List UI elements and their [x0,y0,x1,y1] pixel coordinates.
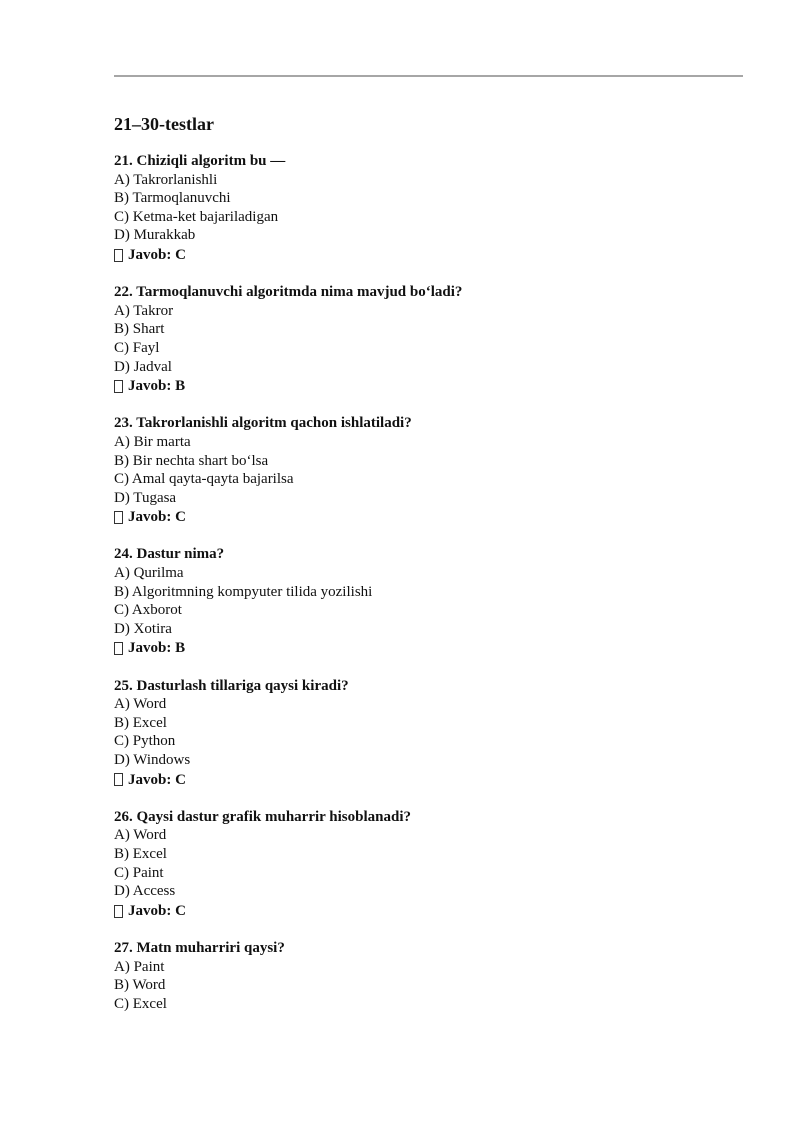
option-c: C) Python [114,733,176,750]
top-horizontal-rule [114,75,743,77]
question-24 [114,545,734,658]
option-b: B) Word [114,977,166,994]
option-d: D) Access [114,883,176,900]
answer-text: Javob: C [128,902,186,919]
question-26 [114,808,734,921]
option-c: C) Ketma-ket bajariladigan [114,208,279,225]
option-d: D) Jadval [114,358,172,375]
option-c: C) Fayl [114,339,160,356]
answer-line [114,639,734,658]
question-title: 26. Qaysi dastur grafik muharrir hisoblanadi? [114,808,411,825]
checkbox-icon [114,642,123,655]
option-a: A) Bir marta [114,433,191,450]
question-title: 25. Dasturlash tillariga qaysi kiradi? [114,677,349,694]
question-22 [114,283,734,396]
answer-text: Javob: B [128,640,186,657]
question-title: 21. Chiziqli algoritm bu — [114,153,286,169]
question-list [114,152,734,1032]
option-d: D) Murakkab [114,227,196,244]
answer-text: Javob: C [128,246,186,263]
question-title: 27. Matn muharriri qaysi? [114,939,285,956]
question-title: 22. Tarmoqlanuvchi algoritmda nima mavjud bo‘ladi? [114,284,463,301]
option-b: B) Algoritmning kompyuter tilida yozilishi [114,583,373,600]
option-a: A) Paint [114,958,165,975]
answer-line [114,771,734,790]
question-23 [114,414,734,527]
question-21 [114,152,734,265]
option-a: A) Word [114,827,167,844]
answer-text: Javob: B [128,378,186,395]
answer-line [114,377,734,396]
option-c: C) Axborot [114,602,182,619]
checkbox-icon [114,773,123,786]
section-title: 21–30-testlar [114,114,214,134]
answer-text: Javob: C [128,771,186,788]
option-d: D) Windows [114,752,191,768]
option-c: C) Excel [114,995,167,1012]
question-title: 23. Takrorlanishli algoritm qachon ishlatiladi? [114,415,412,432]
option-b: B) Tarmoqlanuvchi [114,190,231,207]
answer-line [114,508,734,527]
question-25 [114,677,734,790]
option-c: C) Paint [114,864,164,881]
option-d: D) Xotira [114,620,172,637]
option-a: A) Takrorlanishli [114,171,218,188]
option-c: C) Amal qayta-qayta bajarilsa [114,471,294,488]
option-a: A) Qurilma [114,565,184,582]
option-b: B) Shart [114,321,165,338]
option-b: B) Excel [114,845,167,862]
option-a: A) Takror [114,302,174,319]
checkbox-icon [114,380,123,393]
question-27 [114,939,734,1013]
question-title: 24. Dastur nima? [114,546,225,563]
checkbox-icon [114,249,123,262]
checkbox-icon [114,905,123,918]
checkbox-icon [114,511,123,524]
option-d: D) Tugasa [114,489,177,506]
answer-text: Javob: C [128,509,186,526]
option-a: A) Word [114,696,167,713]
option-b: B) Excel [114,714,167,731]
option-b: B) Bir nechta shart bo‘lsa [114,452,269,469]
answer-line [114,246,734,265]
answer-line [114,902,734,921]
